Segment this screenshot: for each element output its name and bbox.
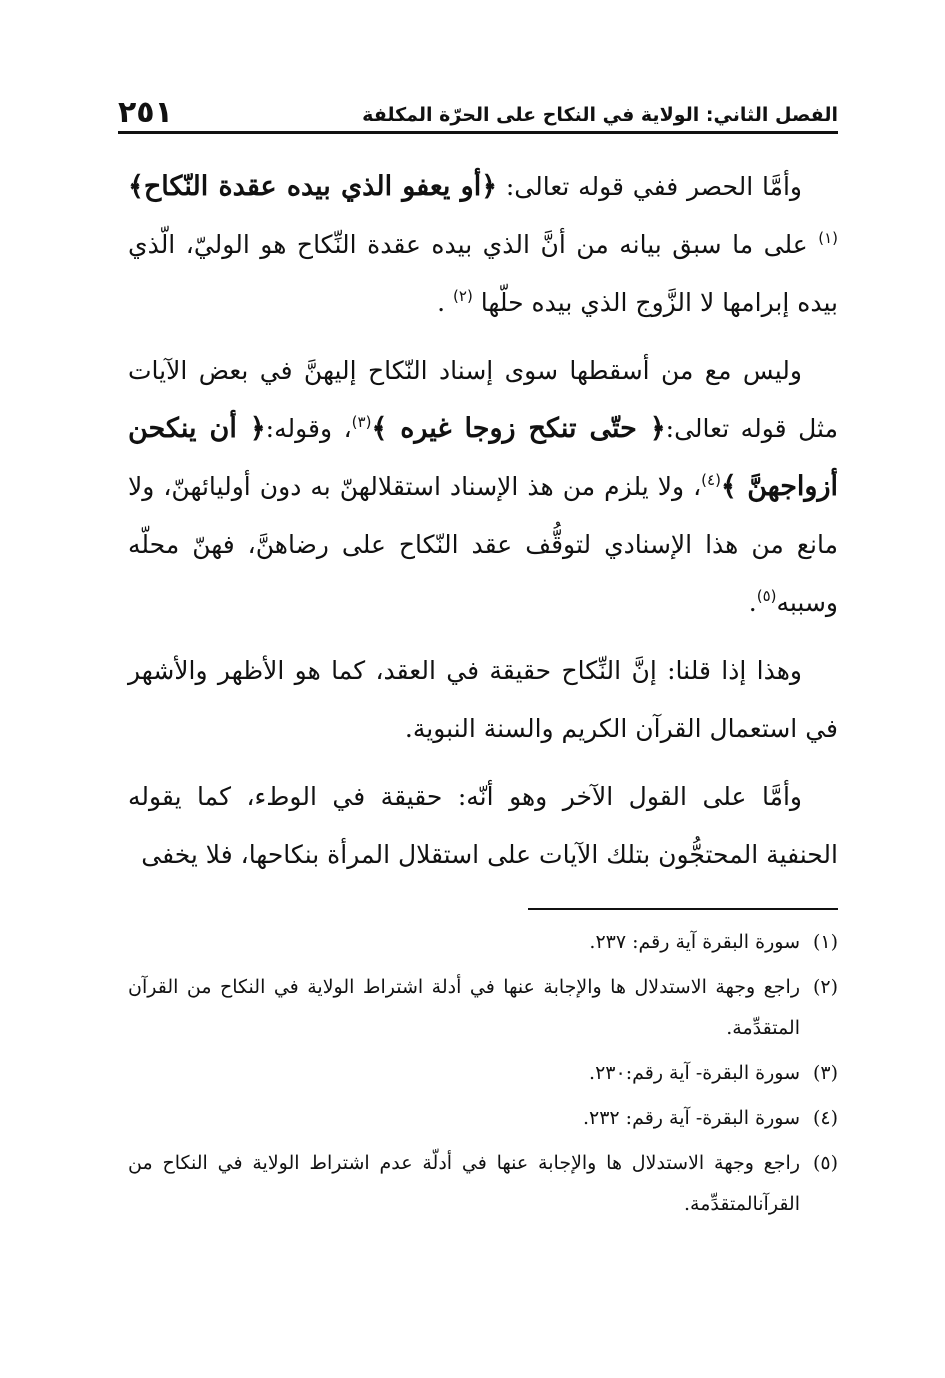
p1-intro: وأمَّا الحصر ففي قوله تعالى: bbox=[497, 172, 802, 201]
paragraph-4: وأمَّا على القول الآخر وهو أنّه: حقيقة في الوطء، كما يقوله الحنفية المحتجُّون بتلك الآيات على استقلال المرأة بنكاحها، فلا يخفى bbox=[128, 782, 838, 869]
p2-rest: ، ولا يلزم من هذ الإسناد استقلالهنّ به دون أوليائهنّ، ولا مانع من هذا الإسنادي لتوقُّف عقد النّكاح على رضاهنَّ، فهنّ محلّه وسببه bbox=[128, 472, 838, 617]
footnote-number: (٢) bbox=[812, 976, 838, 998]
p1-rest: على ما سبق بيانه من أنَّ الذي بيده عقدة النِّكاح هو الوليّ، الّذي بيده إبرامها لا الزَّوج الذي بيده حلّها bbox=[128, 230, 838, 317]
paragraph-1 bbox=[128, 158, 838, 332]
footnote-ref-1: (١) bbox=[818, 229, 838, 247]
footnote-2 bbox=[128, 967, 838, 1049]
chapter-title: الفصل الثاني: الولاية في النكاح على الحرّة المكلفة bbox=[362, 104, 838, 126]
footnote-number: (٣) bbox=[812, 1062, 838, 1084]
p2-mid: ، وقوله: bbox=[265, 414, 352, 443]
footnote-text: راجع وجهة الاستدلال ها والإجابة عنها في أدلّة عدم اشتراط الولاية في النكاح من القرآنالمتقدِّمة. bbox=[128, 1152, 800, 1215]
quran-quote-1: ﴿أو يعفو الذي بيده عقدة النّكاح﴾ bbox=[128, 171, 498, 202]
footnote-text: سورة البقرة- آية رقم:٢٣٠. bbox=[589, 1062, 800, 1084]
footnote-number: (١) bbox=[812, 931, 838, 953]
quran-quote-2: ﴿ حتّى تنكح زوجا غيره ﴾ bbox=[371, 413, 666, 444]
footnote-number: (٥) bbox=[812, 1152, 838, 1174]
footnote-ref-4: (٤) bbox=[701, 471, 721, 489]
footnote-3 bbox=[128, 1053, 838, 1094]
footnote-ref-3: (٣) bbox=[351, 413, 372, 431]
footnote-5 bbox=[128, 1143, 838, 1225]
running-header bbox=[118, 92, 838, 130]
p2-intro: وليس مع من أسقطها سوى إسناد النّكاح إليهنَّ في بعض الآيات مثل قوله تعالى: bbox=[128, 356, 838, 443]
footnote-1 bbox=[128, 922, 838, 963]
p2-end: . bbox=[748, 588, 757, 617]
footnote-ref-5: (٥) bbox=[756, 587, 777, 605]
p1-end: . bbox=[437, 288, 454, 317]
footnote-separator bbox=[528, 908, 838, 910]
footnote-4 bbox=[128, 1098, 838, 1139]
quran-quote-3: ﴿ أن ينكحن أزواجهنَّ ﴾ bbox=[128, 413, 838, 502]
page-number: ٢٥١ bbox=[118, 95, 173, 130]
footnote-text: سورة البقرة- آية رقم: ٢٣٢. bbox=[582, 1107, 800, 1129]
footnote-text: سورة البقرة آية رقم: ٢٣٧. bbox=[589, 931, 800, 953]
footnotes bbox=[128, 922, 838, 1229]
footnote-text: راجع وجهة الاستدلال ها والإجابة عنها في أدلة اشتراط الولاية في النكاح من القرآن المتقدِّمة. bbox=[128, 976, 800, 1039]
paragraph-2 bbox=[128, 342, 838, 632]
footnote-ref-2: (٢) bbox=[453, 287, 473, 305]
main-text bbox=[128, 158, 838, 894]
paragraph-3: وهذا إذا قلنا: إنَّ النِّكاح حقيقة في العقد، كما هو الأظهر والأشهر في استعمال القرآن الكريم والسنة النبوية. bbox=[128, 656, 838, 743]
header-rule bbox=[118, 131, 838, 134]
footnote-number: (٤) bbox=[812, 1107, 838, 1129]
